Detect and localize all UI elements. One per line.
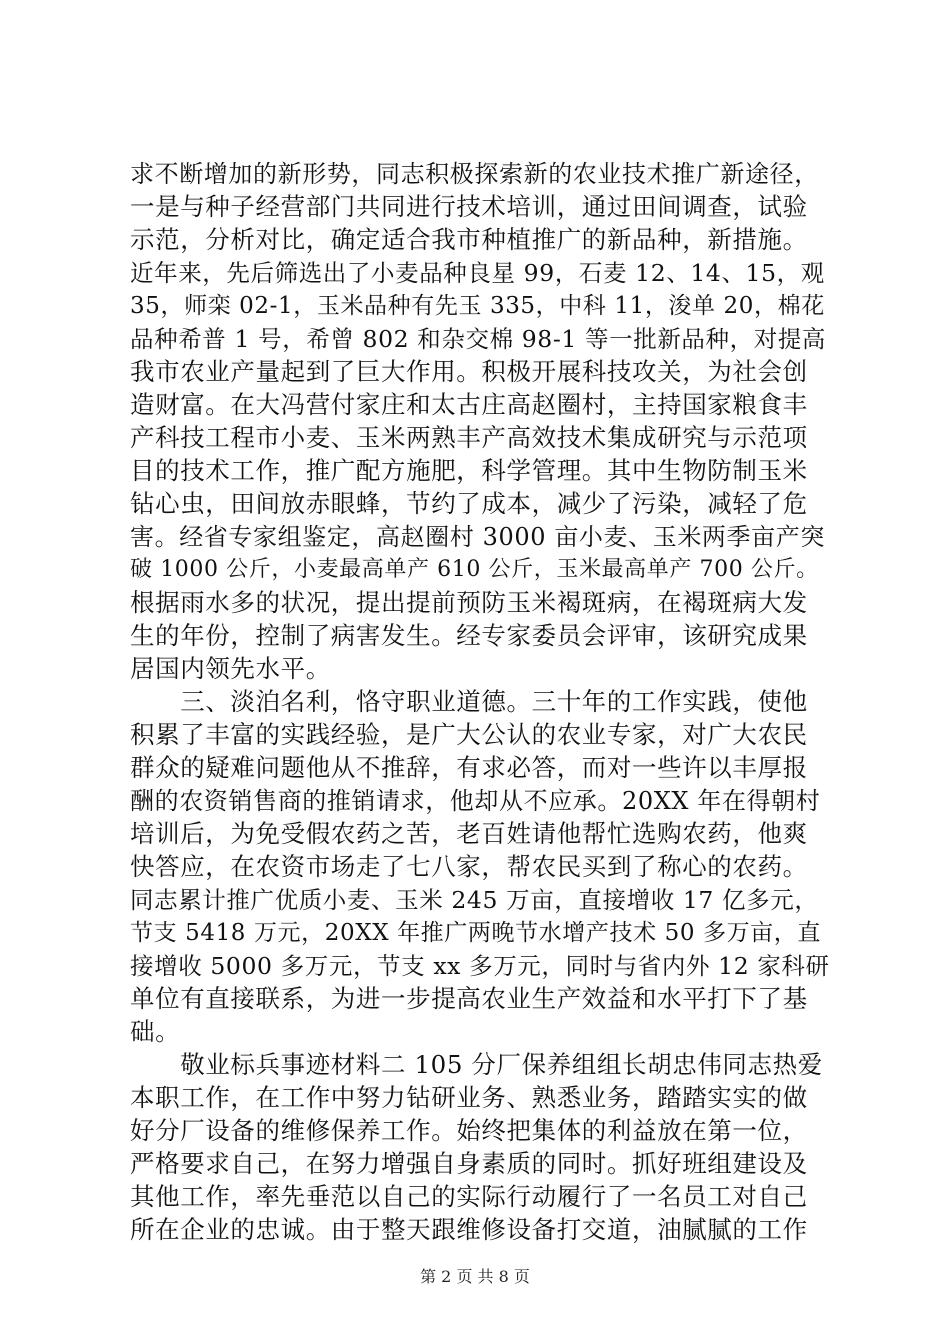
text-line: 所在企业的忠诚。由于整天跟维修设备打交道，油腻腻的工作 xyxy=(130,1215,808,1244)
text-line: 示范，分析对比，确定适合我市种植推广的新品种，新措施。 xyxy=(130,225,808,254)
text-line: 严格要求自己，在努力增强自身素质的同时。抓好班组建设及 xyxy=(130,1149,808,1178)
text-line: 快答应，在农资市场走了七八家，帮农民买到了称心的农药。 xyxy=(130,852,808,881)
text-line: 产科技工程市小麦、玉米两熟丰产高效技术集成研究与示范项 xyxy=(130,423,808,452)
text-line: 培训后，为免受假农药之苦，老百姓请他帮忙选购农药，他爽 xyxy=(130,819,808,848)
text-line: 酬的农资销售商的推销请求，他却从不应承。20XX 年在得朝村 xyxy=(130,787,821,815)
text-line: 35，师栾 02-1，玉米品种有先玉 335，中科 11，浚单 20，棉花 xyxy=(130,293,825,319)
text-line: 本职工作，在工作中努力钻研业务、熟悉业务，踏踏实实的做 xyxy=(130,1083,808,1112)
text-line: 目的技术工作，推广配方施肥，科学管理。其中生物防制玉米 xyxy=(130,456,808,485)
text-line: 好分厂设备的维修保养工作。始终把集体的利益放在第一位， xyxy=(130,1116,808,1145)
page-footer: 第 2 页 共 8 页 xyxy=(420,1267,530,1286)
text-line: 破 1000 公斤，小麦最高单产 610 公斤，玉米最高单产 700 公斤。 xyxy=(130,557,819,582)
text-line: 品种希普 1 号，希曾 802 和杂交棉 98-1 等一批新品种，对提高 xyxy=(130,325,827,353)
text-line: 础。 xyxy=(130,1017,181,1046)
text-line: 求不断增加的新形势，同志积极探索新的农业技术推广新途径， xyxy=(130,160,819,188)
text-line: 单位有直接联系，为进一步提高农业生产效益和水平打下了基 xyxy=(130,984,808,1013)
text-line: 三、淡泊名利，恪守职业道德。三十年的工作实践，使他 xyxy=(130,687,808,716)
text-line: 接增收 5000 多万元，节支 xx 多万元，同时与省内外 12 家科研 xyxy=(130,952,830,980)
text-line: 根据雨水多的状况，提出提前预防玉米褐斑病，在褐斑病大发 xyxy=(130,588,808,617)
text-line: 居国内领先水平。 xyxy=(130,654,331,683)
text-line: 节支 5418 万元，20XX 年推广两晚节水增产技术 50 多万亩，直 xyxy=(130,920,821,946)
text-line: 钻心虫，田间放赤眼蜂，节约了成本，减少了污染，减轻了危 xyxy=(130,489,808,518)
text-line: 群众的疑难问题他从不推辞，有求必答，而对一些许以丰厚报 xyxy=(130,753,808,782)
text-line: 害。经省专家组鉴定，高赵圈村 3000 亩小麦、玉米两季亩产突 xyxy=(130,523,825,551)
text-line: 生的年份，控制了病害发生。经专家委员会评审，该研究成果 xyxy=(130,621,808,650)
text-line: 近年来，先后筛选出了小麦品种良星 99，石麦 12、14、15，观 xyxy=(130,259,825,287)
text-line: 其他工作，率先垂范以自己的实际行动履行了一名员工对自己 xyxy=(130,1182,808,1211)
text-line: 造财富。在大冯营付家庄和太古庄高赵圈村，主持国家粮食丰 xyxy=(130,390,808,419)
text-line: 同志累计推广优质小麦、玉米 245 万亩，直接增收 17 亿多元， xyxy=(130,886,819,914)
text-line: 积累了丰富的实践经验，是广大公认的农业专家，对广大农民 xyxy=(130,720,808,749)
text-line: 敬业标兵事迹材料二 105 分厂保养组组长胡忠伟同志热爱 xyxy=(130,1050,823,1079)
text-line: 一是与种子经营部门共同进行技术培训，通过田间调查，试验 xyxy=(130,192,808,221)
text-line: 我市农业产量起到了巨大作用。积极开展科技攻关，为社会创 xyxy=(130,357,808,386)
